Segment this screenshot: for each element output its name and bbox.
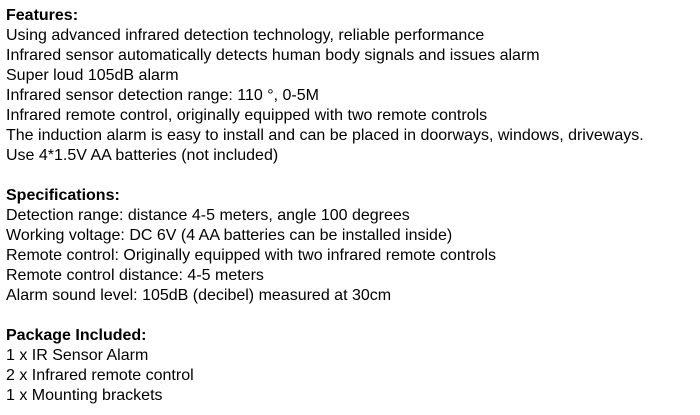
specification-line: Working voltage: DC 6V (4 AA batteries can be installed inside) [6, 227, 453, 244]
specification-line: Remote control distance: 4-5 meters [6, 267, 264, 284]
features-heading: Features: [6, 7, 79, 24]
feature-line: The induction alarm is easy to install and can be placed in doorways, windows, driveways. [6, 127, 644, 144]
package-line: 1 x IR Sensor Alarm [6, 347, 149, 364]
feature-line: Infrared remote control, originally equipped with two remote controls [6, 107, 488, 124]
specifications-heading: Specifications: [6, 187, 120, 204]
package-heading: Package Included: [6, 327, 147, 344]
feature-line: Super loud 105dB alarm [6, 67, 179, 84]
feature-line: Infrared sensor automatically detects human body signals and issues alarm [6, 47, 540, 64]
feature-line: Infrared sensor detection range: 110 °, 0-5M [6, 87, 319, 104]
package-line: 2 x Infrared remote control [6, 367, 194, 384]
specification-line: Alarm sound level: 105dB (decibel) measured at 30cm [6, 287, 392, 304]
specification-line: Detection range: distance 4-5 meters, angle 100 degrees [6, 207, 410, 224]
package-line: 1 x Mounting brackets [6, 387, 163, 404]
specifications-section [6, 186, 698, 306]
features-section [6, 6, 698, 166]
package-section [6, 326, 698, 406]
feature-line: Using advanced infrared detection technology, reliable performance [6, 27, 485, 44]
feature-line: Use 4*1.5V AA batteries (not included) [6, 147, 279, 164]
specification-line: Remote control: Originally equipped with two infrared remote controls [6, 247, 497, 264]
product-description [6, 6, 698, 406]
